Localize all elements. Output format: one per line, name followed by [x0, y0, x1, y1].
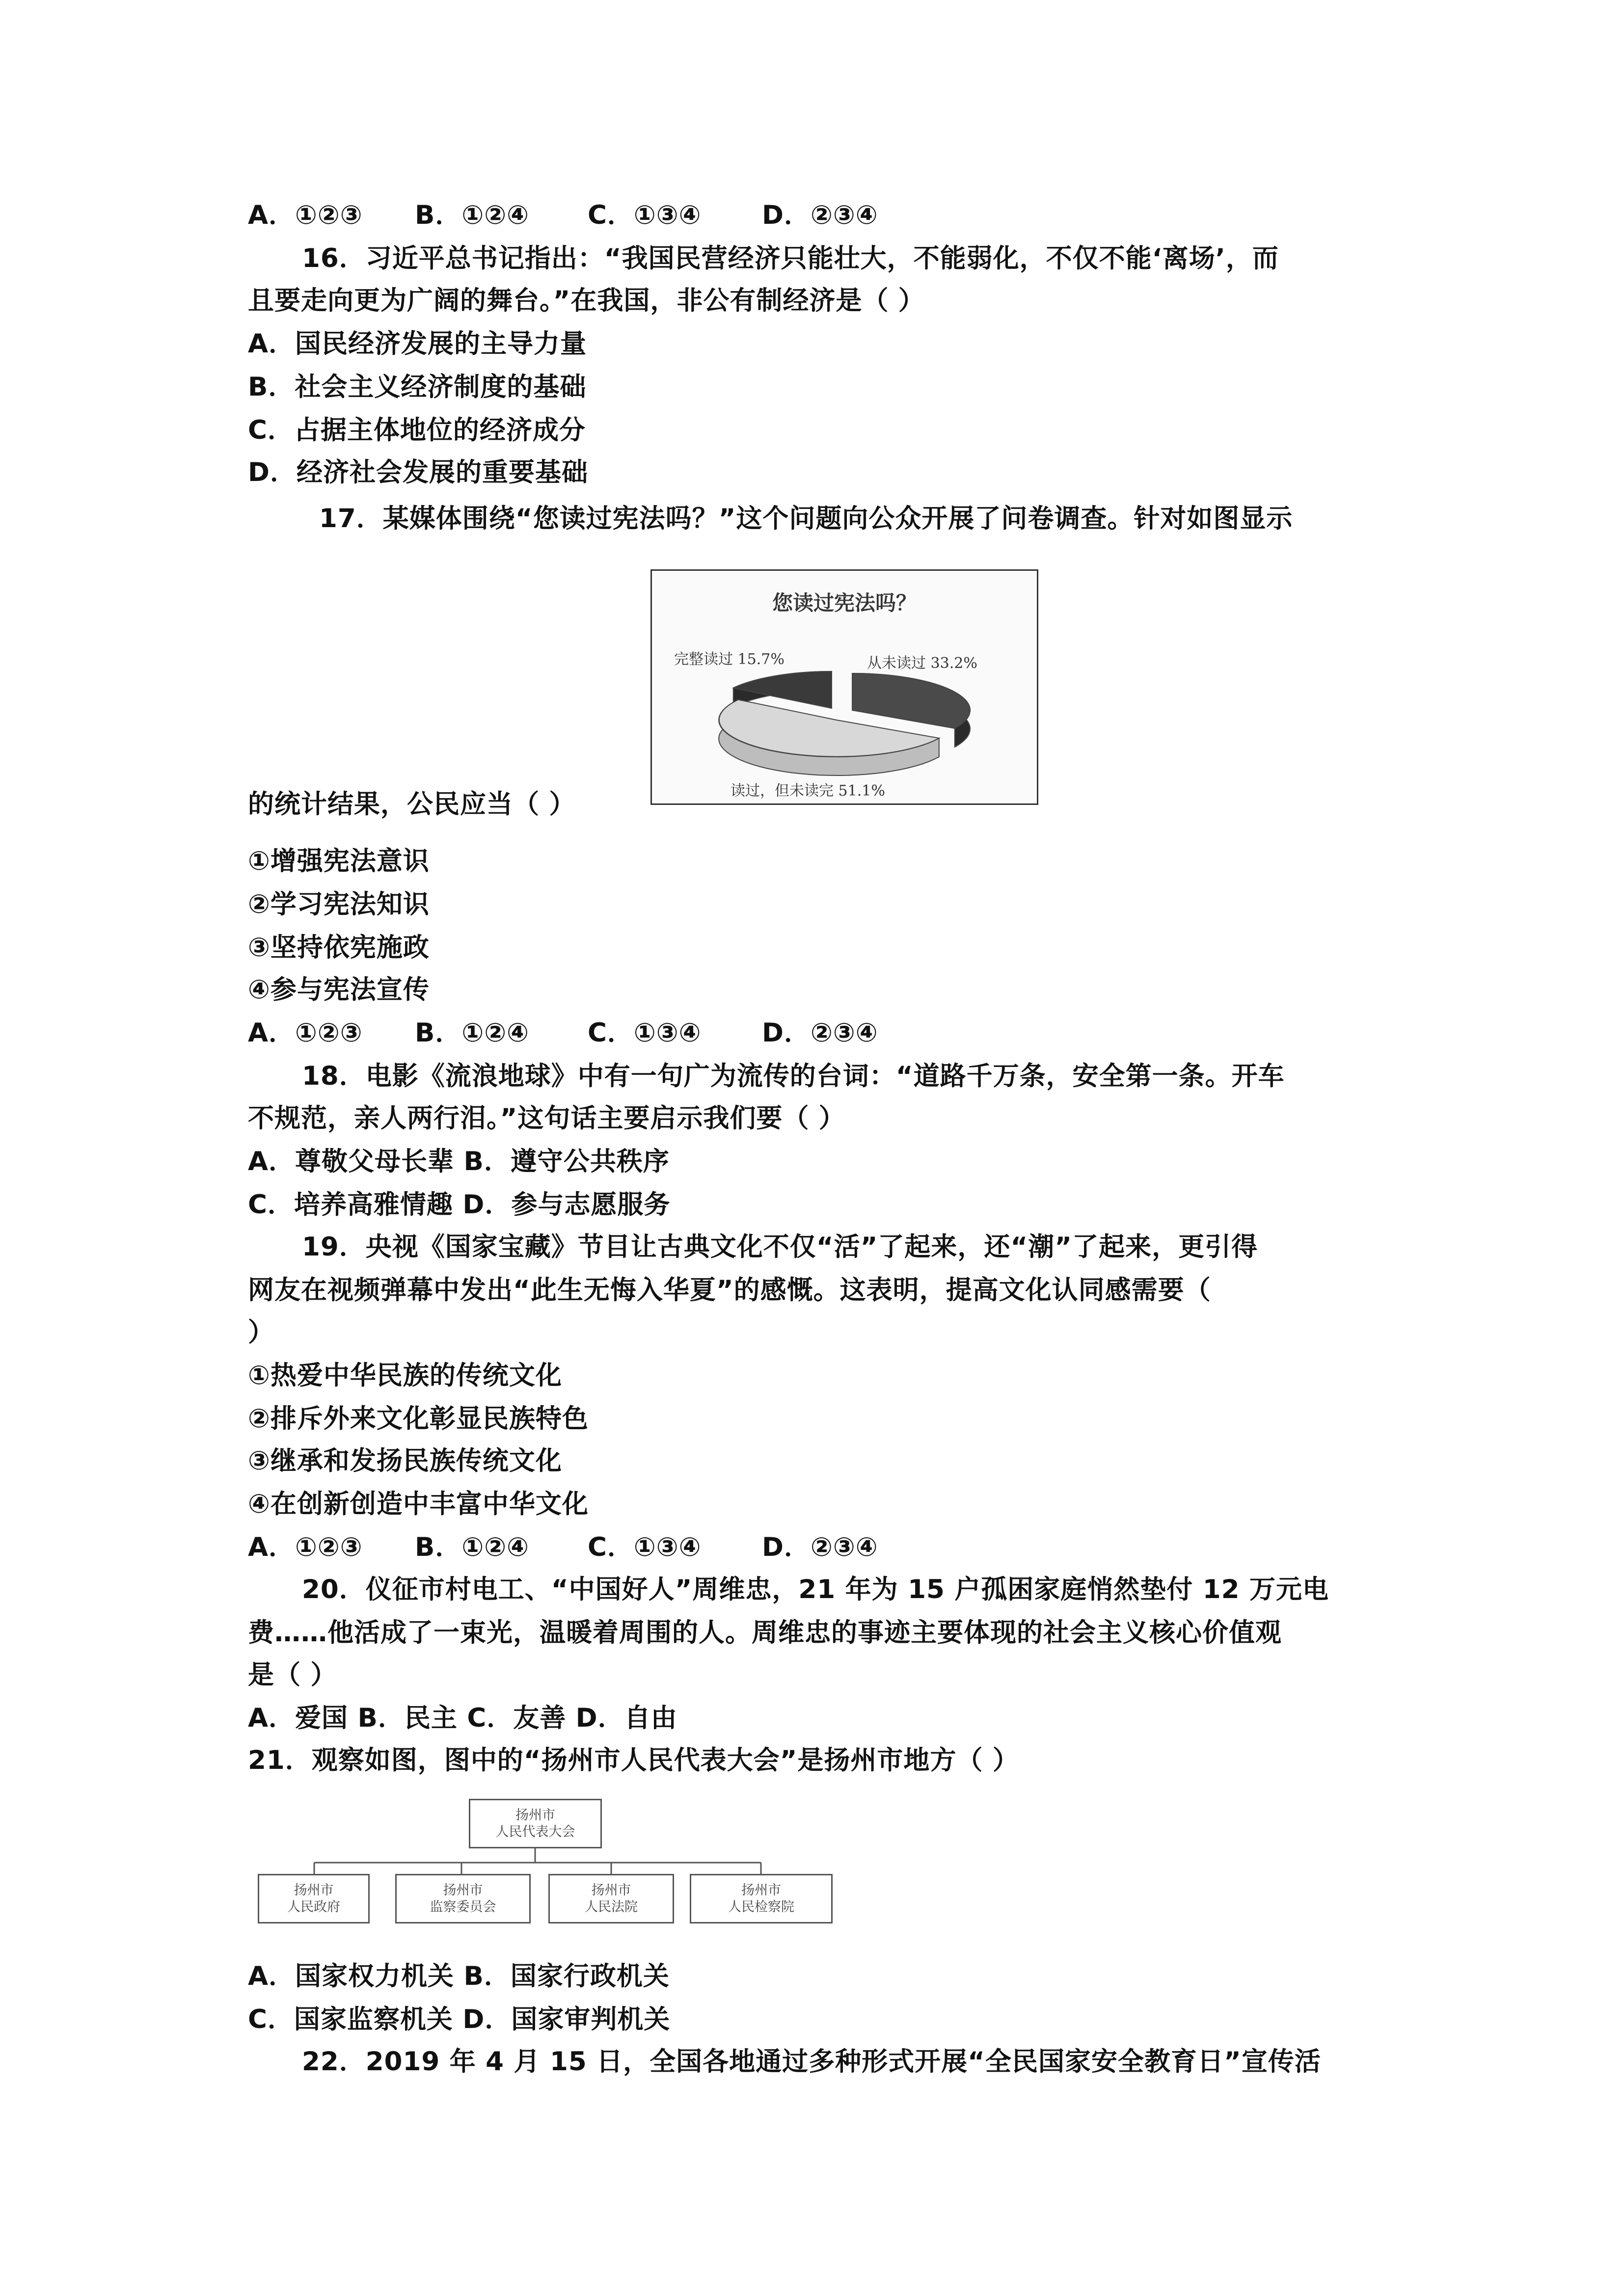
q19-item-4: ④在创新创造中丰富中华文化 — [248, 1489, 589, 1519]
q18-stem-line1: 18．电影《流浪地球》中有一句广为流传的台词：“道路千万条，安全第一条。开车 — [302, 1061, 1285, 1091]
org-node-supervision-name: 监察委员会 — [430, 1899, 496, 1915]
q18-options-line1: A．尊敬父母长辈 B．遵守公共秩序 — [248, 1147, 670, 1176]
org-node-government-city: 扬州市 — [294, 1882, 334, 1898]
org-node-supervision-city: 扬州市 — [443, 1882, 483, 1898]
q19-option-c: C．①③④ — [588, 1532, 702, 1562]
q22-stem-line1: 22．2019 年 4 月 15 日，全国各地通过多种形式开展“全民国家安全教育日”宣传活 — [302, 2047, 1321, 2077]
org-node-procuratorate-name: 人民检察院 — [728, 1899, 794, 1915]
q16-option-b: B．社会主义经济制度的基础 — [248, 372, 587, 402]
q17-item-1: ①增强宪法意识 — [248, 846, 430, 876]
q17-item-3: ③坚持依宪施政 — [248, 933, 430, 962]
q15-option-d: D．②③④ — [762, 200, 878, 230]
q15-options — [248, 202, 878, 228]
q21-stem-line1: 21．观察如图，图中的“扬州市人民代表大会”是扬州市地方（ ） — [248, 1745, 1019, 1775]
q19-options — [248, 1534, 878, 1560]
q19-item-2: ②排斥外来文化彰显民族特色 — [248, 1404, 589, 1434]
q16-option-a: A．国民经济发展的主导力量 — [248, 329, 587, 359]
q16-option-c: C．占据主体地位的经济成分 — [248, 415, 586, 445]
q18-options-line2: C．培养高雅情趣 D．参与志愿服务 — [248, 1190, 671, 1220]
chart-label-complete: 完整读过 15.7% — [674, 651, 785, 668]
q17-item-2: ②学习宪法知识 — [248, 889, 430, 919]
q17-option-b: B．①②④ — [415, 1018, 530, 1048]
q17-stem-line1: 17．某媒体围绕“您读过宪法吗？”这个问题向公众开展了问卷调查。针对如图显示 — [319, 504, 1293, 534]
org-node-government — [258, 1874, 370, 1923]
org-node-court-name: 人民法院 — [585, 1899, 638, 1915]
q17-item-4: ④参与宪法宣传 — [248, 975, 430, 1005]
pie-chart-figure — [650, 569, 1038, 805]
q20-stem-line2: 费……他活成了一束光，温暖着周围的人。周维忠的事迹主要体现的社会主义核心价值观 — [248, 1618, 1282, 1648]
q20-stem-line1: 20．仪征市村电工、“中国好人”周维忠，21 年为 15 户孤困家庭悄然垫付 12 万元电 — [302, 1575, 1329, 1604]
q19-item-3: ③继承和发扬民族传统文化 — [248, 1446, 562, 1476]
q16-option-d: D．经济社会发展的重要基础 — [248, 457, 588, 487]
q17-option-d: D．②③④ — [762, 1018, 878, 1048]
org-node-government-name: 人民政府 — [287, 1899, 340, 1915]
q19-stem-line3: ） — [248, 1317, 274, 1347]
org-node-congress-name: 人民代表大会 — [495, 1824, 575, 1840]
org-diagram — [248, 1791, 837, 1915]
q17-option-a: A．①②③ — [248, 1018, 363, 1048]
q16-stem-line2: 且要走向更为广阔的舞台。”在我国，非公有制经济是（ ） — [248, 286, 925, 316]
pie-slice-never — [852, 673, 970, 728]
q21-options-line2: C．国家监察机关 D．国家审判机关 — [248, 2004, 671, 2034]
q21-options-line1: A．国家权力机关 B．国家行政机关 — [248, 1961, 670, 1991]
pie-chart — [652, 571, 1037, 803]
org-node-congress-city: 扬州市 — [515, 1807, 555, 1823]
org-node-congress — [469, 1799, 602, 1848]
q17-option-c: C．①③④ — [588, 1018, 702, 1048]
q19-item-1: ①热爱中华民族的传统文化 — [248, 1361, 562, 1390]
q19-stem-line2: 网友在视频弹幕中发出“此生无悔入华夏”的感慨。这表明，提高文化认同感需要（ — [248, 1275, 1211, 1305]
chart-label-never: 从未读过 33.2% — [867, 655, 977, 672]
q19-option-d: D．②③④ — [762, 1532, 878, 1562]
q20-stem-line3: 是（ ） — [248, 1660, 337, 1690]
org-node-court — [548, 1874, 674, 1923]
q19-option-a: A．①②③ — [248, 1532, 363, 1562]
chart-title: 您读过宪法吗？ — [772, 591, 917, 615]
q15-option-c: C．①③④ — [588, 200, 702, 230]
org-node-supervision — [395, 1874, 531, 1923]
q18-stem-line2: 不规范，亲人两行泪。”这句话主要启示我们要（ ） — [248, 1103, 845, 1133]
q16-stem-line1: 16．习近平总书记指出：“我国民营经济只能壮大，不能弱化，不仅不能‘离场’，而 — [302, 243, 1279, 273]
q15-option-a: A．①②③ — [248, 200, 363, 230]
q15-option-b: B．①②④ — [415, 200, 530, 230]
q19-option-b: B．①②④ — [415, 1532, 530, 1562]
q20-options: A．爱国 B．民主 C．友善 D．自由 — [248, 1703, 677, 1733]
q17-stem-line2: 的统计结果，公民应当（ ） — [248, 789, 576, 819]
q17-options — [248, 1020, 878, 1046]
org-node-procuratorate-city: 扬州市 — [741, 1882, 781, 1898]
org-node-procuratorate — [690, 1874, 833, 1923]
org-node-court-city: 扬州市 — [591, 1882, 631, 1898]
chart-label-partial: 读过，但未读完 51.1% — [731, 782, 885, 800]
q19-stem-line1: 19．央视《国家宝藏》节目让古典文化不仅“活”了起来，还“潮”了起来，更引得 — [302, 1232, 1258, 1262]
